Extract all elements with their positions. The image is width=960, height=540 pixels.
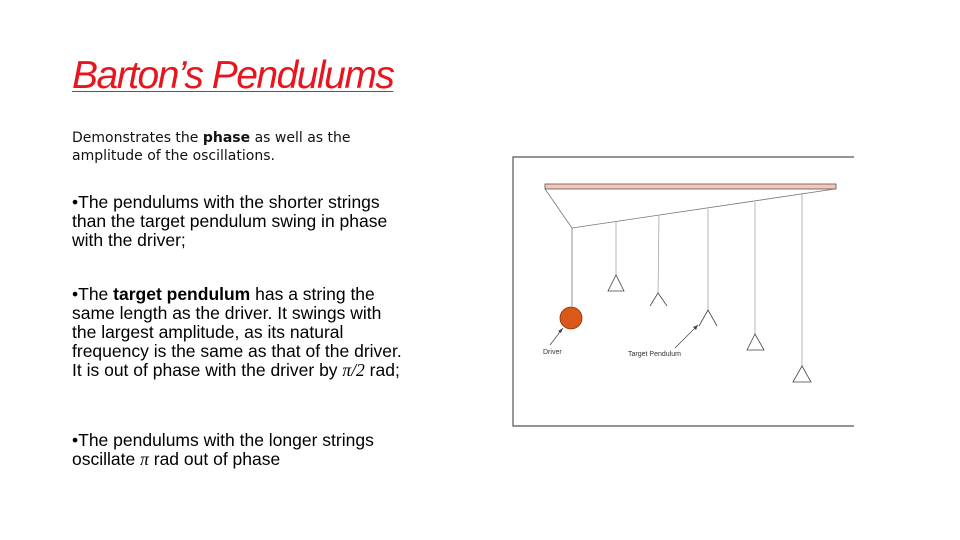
intro-text xyxy=(72,129,402,165)
pendulum-2-string xyxy=(658,216,659,293)
intro-bold-phase: phase xyxy=(202,130,251,146)
target-pendulum-label: Target Pendulum xyxy=(628,351,681,358)
bullet-3-suffix: rad out of phase xyxy=(148,449,281,469)
support-bar xyxy=(545,184,836,189)
bullet-2-prefix: •The xyxy=(72,284,114,304)
bartons-pendulums-diagram xyxy=(512,156,854,427)
intro-after: as well as the amplitude of the oscillations. xyxy=(72,130,351,164)
target-pendulum-bob xyxy=(699,310,717,326)
driver-mount-string xyxy=(545,189,572,228)
pendulum-5-bob xyxy=(793,366,811,382)
driver-arrowhead xyxy=(558,328,563,333)
bullet-1-text: •The pendulums with the shorter strings than the target pendulum swing in phase with the driver; xyxy=(72,192,388,250)
slide-title: Barton’s Pendulums xyxy=(72,54,394,97)
diagram-svg xyxy=(512,156,854,427)
bullet-longer-strings xyxy=(72,431,407,469)
bullet-3-symbol: π xyxy=(140,449,149,469)
bullet-2-middle: has a string the same length as the driver. It swings with the largest amplitude, as its natural frequency is the same as that of the driver. It is out of phase with the driver by xyxy=(72,284,402,380)
driver-label: Driver xyxy=(543,349,562,356)
pendulum-4-bob xyxy=(747,334,764,350)
pendulum-2-bob xyxy=(650,293,667,306)
bullet-3-prefix: •The pendulums with the longer strings oscillate xyxy=(72,430,374,469)
bullet-2-bold: target pendulum xyxy=(113,284,251,304)
bullet-2-symbol: π/2 xyxy=(342,360,365,380)
diagram-frame xyxy=(513,157,854,426)
coupling-string xyxy=(572,189,835,228)
driver-bob xyxy=(560,307,582,329)
bullet-target-pendulum xyxy=(72,285,407,380)
bullet-shorter-strings xyxy=(72,193,407,250)
intro-before: Demonstrates the xyxy=(72,130,203,146)
pendulum-1-bob xyxy=(608,275,624,291)
bullet-2-suffix: rad; xyxy=(364,360,400,380)
